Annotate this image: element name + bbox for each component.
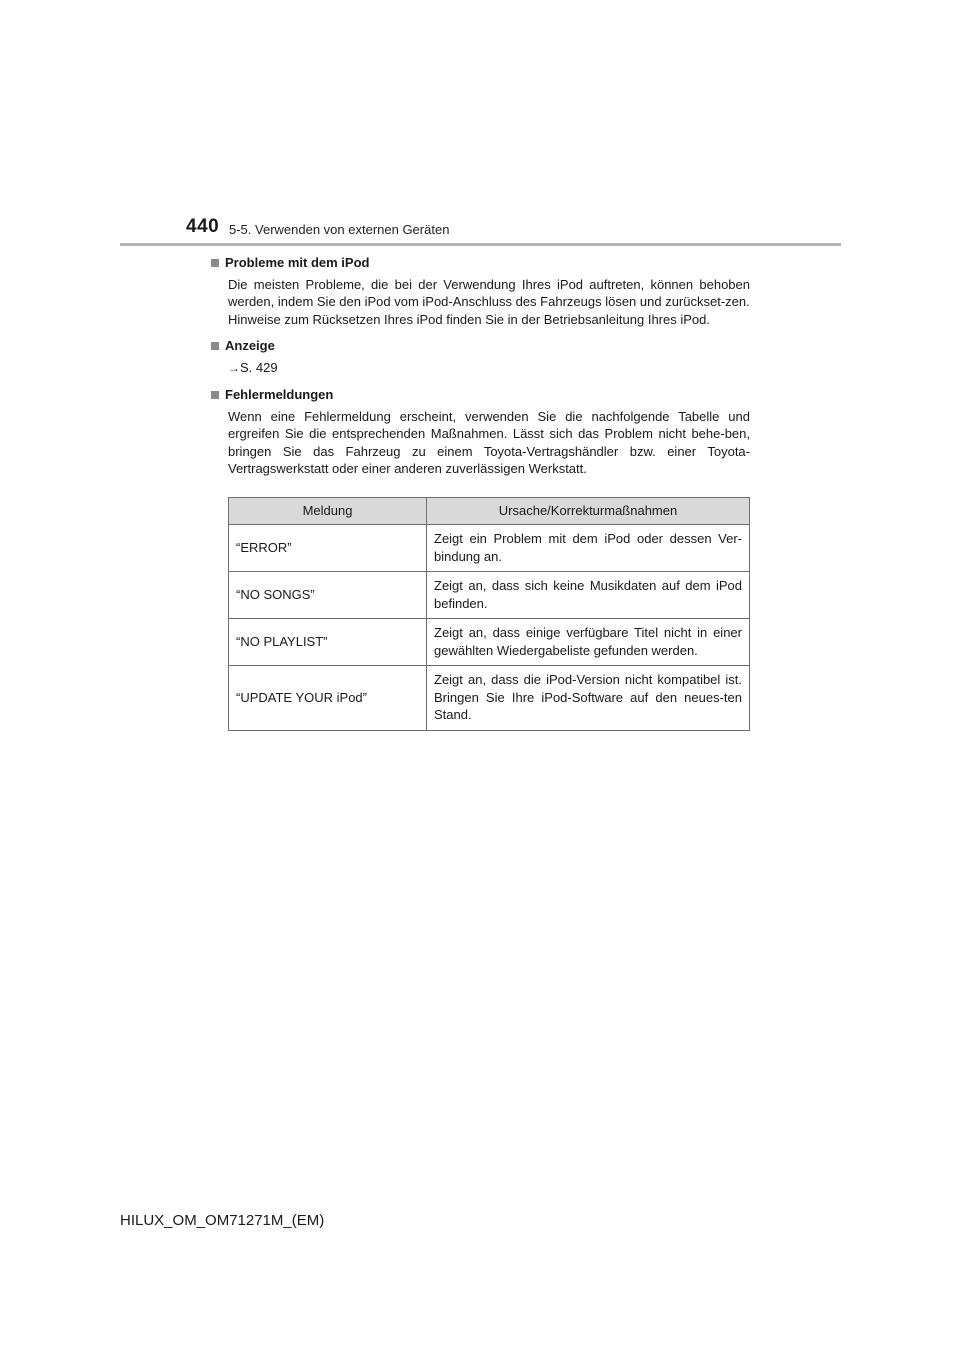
square-bullet-icon bbox=[211, 259, 219, 267]
cause-cell: Zeigt an, dass einige verfügbare Titel nicht in einer gewählten Wiedergabeliste gefunden werden. bbox=[427, 619, 750, 666]
content bbox=[210, 254, 750, 487]
table-row bbox=[229, 666, 750, 731]
section-heading bbox=[210, 254, 750, 272]
table-row bbox=[229, 619, 750, 666]
table-row bbox=[229, 525, 750, 572]
square-bullet-icon bbox=[211, 391, 219, 399]
reference-link[interactable]: S. 429 bbox=[240, 359, 278, 375]
heading-text: Probleme mit dem iPod bbox=[225, 255, 370, 270]
arrow-right-icon: → bbox=[228, 360, 240, 375]
section-ipod-problems bbox=[210, 254, 750, 328]
column-header-message: Meldung bbox=[229, 498, 427, 525]
section-title: 5-5. Verwenden von externen Geräten bbox=[229, 222, 450, 237]
section-heading bbox=[210, 337, 750, 355]
cause-cell: Zeigt an, dass sich keine Musikdaten auf dem iPod befinden. bbox=[427, 572, 750, 619]
message-cell: “NO PLAYLIST” bbox=[229, 619, 427, 666]
document-id: HILUX_OM_OM71271M_(EM) bbox=[120, 1212, 325, 1229]
error-table bbox=[228, 497, 750, 731]
page-number: 440 bbox=[186, 216, 220, 237]
square-bullet-icon bbox=[211, 342, 219, 350]
message-cell: “ERROR” bbox=[229, 525, 427, 572]
section-error-messages bbox=[210, 386, 750, 478]
column-header-cause: Ursache/Korrekturmaßnahmen bbox=[427, 498, 750, 525]
page-reference bbox=[228, 359, 750, 378]
header-rule bbox=[120, 243, 841, 246]
paragraph: Wenn eine Fehlermeldung erscheint, verwenden Sie die nachfolgende Tabelle und ergreifen Sie die entsprechenden Maßnahmen. Lässt sich das Problem nicht behe-ben, bringen Sie das Fahrzeug zu einem Toyota-Vertragshändler bzw. einer Toyota-Vertragswerkstatt oder einer anderen zuverlässigen Werkstatt. bbox=[228, 408, 750, 476]
heading-text: Fehlermeldungen bbox=[225, 387, 334, 402]
paragraph: Die meisten Probleme, die bei der Verwendung Ihres iPod auftreten, können behoben werden, indem Sie den iPod vom iPod-Anschluss des Fahrzeugs lösen und zurückset-zen. bbox=[228, 276, 750, 309]
paragraph: Hinweise zum Rücksetzen Ihres iPod finden Sie in der Betriebsanleitung Ihres iPod. bbox=[228, 311, 710, 327]
message-cell: “NO SONGS” bbox=[229, 572, 427, 619]
section-display bbox=[210, 337, 750, 377]
message-cell: “UPDATE YOUR iPod” bbox=[229, 666, 427, 731]
heading-text: Anzeige bbox=[225, 338, 275, 353]
table-row bbox=[229, 572, 750, 619]
cause-cell: Zeigt ein Problem mit dem iPod oder dessen Ver-bindung an. bbox=[427, 525, 750, 572]
cause-cell: Zeigt an, dass die iPod-Version nicht kompatibel ist. Bringen Sie Ihre iPod-Software auf den neues-ten Stand. bbox=[427, 666, 750, 731]
section-heading bbox=[210, 386, 750, 404]
table-header-row bbox=[229, 498, 750, 525]
